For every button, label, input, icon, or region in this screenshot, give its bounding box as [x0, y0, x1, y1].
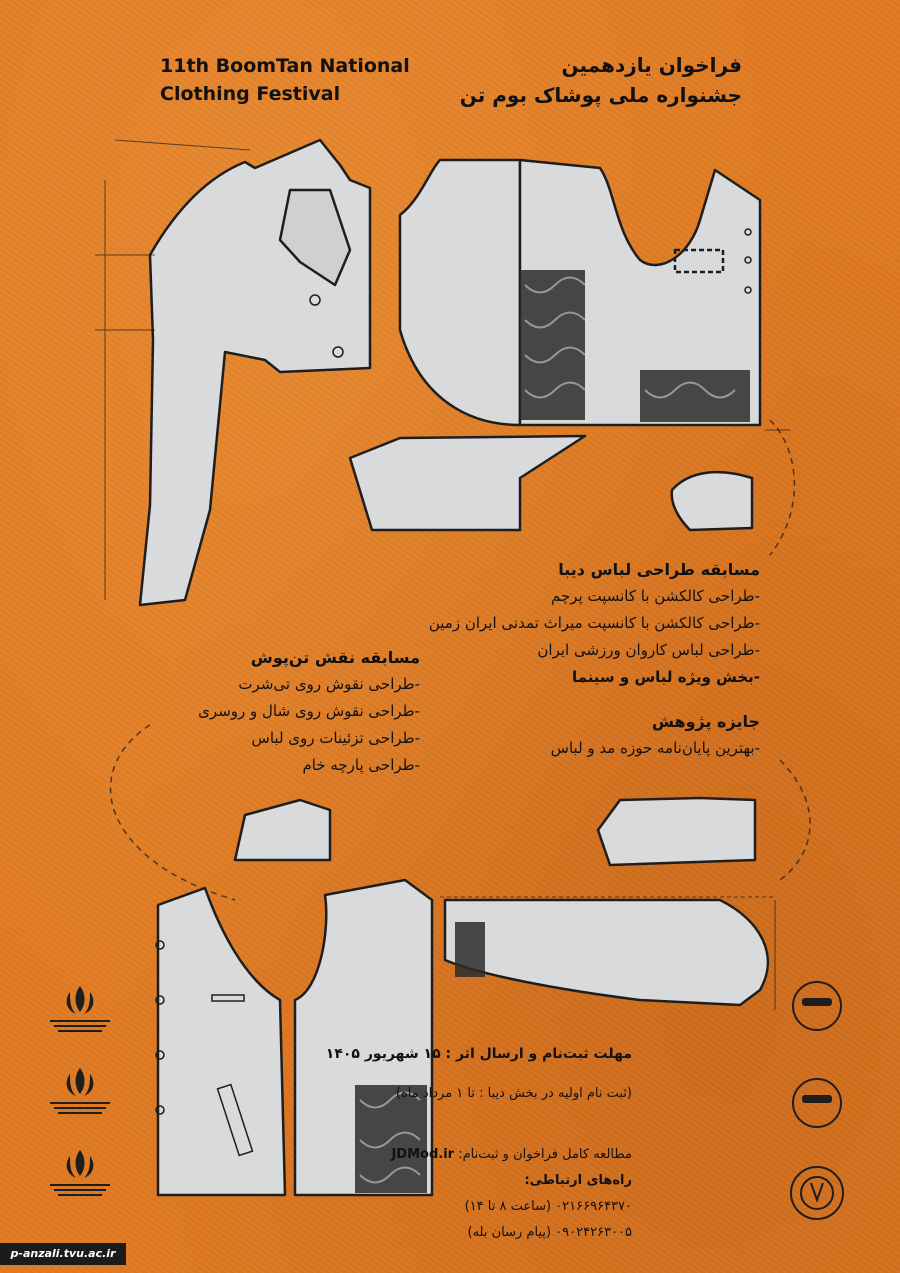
section-tanpoosh-heading: مسابقه نقش تن‌پوش — [250, 648, 420, 667]
section-diba-heading: مسابقه طراحی لباس دیبا — [558, 560, 760, 579]
list-item: -بهترین پایان‌نامه حوزه مد و لباس — [550, 739, 760, 757]
seal-logo-icon — [791, 1167, 843, 1219]
title-fa-line2: جشنواره ملی پوشاک بوم تن — [459, 83, 742, 107]
deadline-initial: (ثبت نام اولیه در بخش دیبا : تا ۱ مرداد ماه) — [395, 1086, 632, 1101]
contact-read-more-label: مطالعه کامل فراخوان و ثبت‌نام: — [458, 1147, 632, 1162]
site-badge[interactable]: p-anzali.tvu.ac.ir — [0, 1243, 126, 1265]
iran-emblem-icon — [50, 986, 110, 1032]
pattern-piece-sleeve — [445, 900, 768, 1005]
website-link[interactable]: JDMod.ir — [391, 1147, 455, 1162]
pattern-piece-collar-br — [598, 798, 755, 865]
contact-messenger: ۰۹۰۲۴۲۶۳۰۰۵ (پیام رسان بله) — [467, 1225, 632, 1240]
list-item: -طراحی پارچه خام — [302, 756, 420, 774]
list-item: -بخش ویژه لباس و سینما — [572, 668, 760, 686]
ornament-patch-4 — [455, 922, 485, 977]
ornament-patch-1 — [520, 270, 585, 420]
list-item: -طراحی کالکشن با کانسپت میراث تمدنی ایران زمین — [428, 614, 760, 632]
pattern-piece-collar-bl — [235, 800, 330, 860]
contact-ways-label: راه‌های ارتباطی: — [524, 1173, 632, 1188]
deadline-main: مهلت ثبت‌نام و ارسال اثر : ۱۵ شهریور ۱۴۰۵ — [325, 1046, 632, 1062]
title-en-line2: Clothing Festival — [160, 83, 341, 105]
contact-read-more — [312, 1142, 632, 1168]
pattern-piece-vest-front — [158, 888, 285, 1195]
pattern-piece-front — [400, 160, 520, 425]
iran-emblem-icon — [50, 1068, 110, 1114]
jahad-logos — [782, 978, 852, 1228]
title-en-line1: 11th BoomTan National — [160, 55, 410, 77]
list-item: -طراحی نقوش روی شال و روسری — [198, 702, 420, 720]
contact-phone: ۰۲۱۶۶۹۶۴۳۷۰ (ساعت ۸ تا ۱۴) — [464, 1199, 632, 1214]
pattern-piece-collar-small — [672, 472, 752, 530]
list-item: -طراحی کالکشن با کانسپت پرچم — [551, 587, 760, 605]
list-item: -طراحی تزئینات روی لباس — [251, 729, 420, 747]
pattern-piece-cuff — [350, 436, 585, 530]
section-research-heading: جایزه پژوهش — [651, 712, 760, 731]
contact-info — [312, 1142, 632, 1246]
list-item: -طراحی نقوش روی تی‌شرت — [238, 675, 420, 693]
title-english — [160, 52, 420, 108]
title-persian — [422, 50, 742, 110]
ornament-patch-2 — [640, 370, 750, 422]
title-fa-line1: فراخوان یازدهمین — [561, 53, 742, 77]
section-tanpoosh — [150, 648, 420, 779]
iran-emblem-icon — [50, 1150, 110, 1196]
ministry-emblems — [40, 982, 120, 1202]
list-item: -طراحی لباس کاروان ورزشی ایران — [537, 641, 760, 659]
